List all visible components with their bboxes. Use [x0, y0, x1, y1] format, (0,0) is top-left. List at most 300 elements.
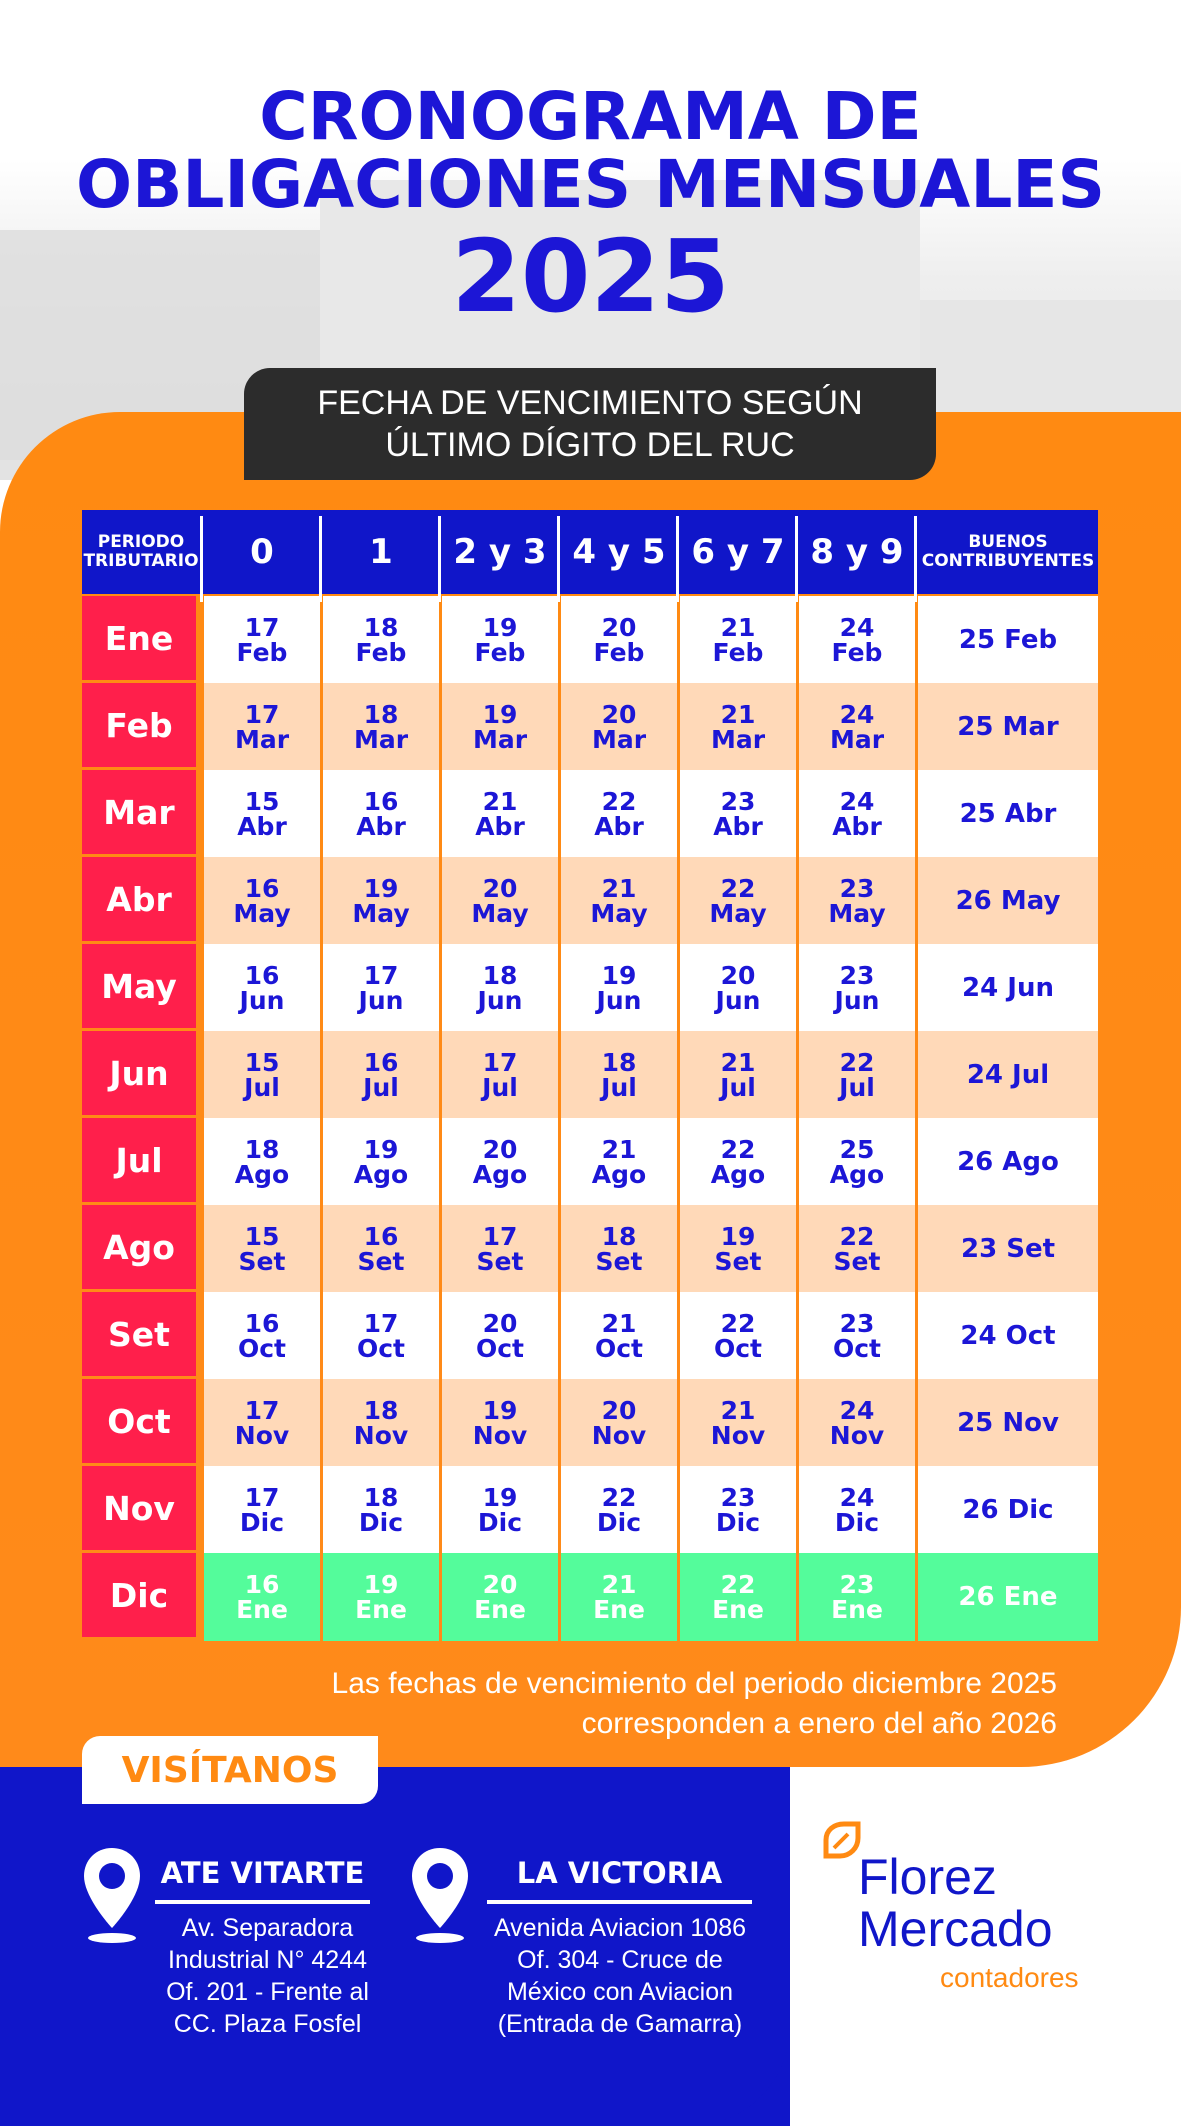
date-cell	[799, 1031, 915, 1119]
date-cell	[323, 857, 439, 945]
date-day: 16	[363, 1048, 399, 1077]
date-day: 19	[482, 1483, 518, 1512]
date-cell	[561, 770, 677, 858]
date-month: Oct	[832, 1334, 882, 1363]
date-month: Abr	[713, 812, 763, 841]
date-cell	[204, 1292, 320, 1380]
date-month: Ago	[591, 1160, 647, 1189]
date-month: Set	[714, 1247, 762, 1276]
header-col-1: 1	[323, 510, 439, 594]
header-divider	[795, 516, 798, 602]
date-cell	[323, 683, 439, 771]
date-day: 16	[363, 787, 399, 816]
date-day: 24	[839, 787, 875, 816]
date-cell	[323, 1031, 439, 1119]
date-month: Abr	[356, 812, 406, 841]
month-label: Abr	[82, 857, 196, 941]
date-cell	[204, 857, 320, 945]
header-col-0: 0	[204, 510, 320, 594]
date-cell	[799, 596, 915, 684]
date-day: 16	[244, 1570, 280, 1599]
date-day: 20	[601, 613, 637, 642]
date-cell	[561, 857, 677, 945]
month-label: Dic	[82, 1553, 196, 1637]
header-col-2y3: 2 y 3	[442, 510, 558, 594]
table-row	[82, 1118, 1098, 1206]
location-2-address-line: Of. 304 - Cruce de	[517, 1946, 723, 1974]
location-1-title: ATE VITARTE	[160, 1856, 365, 1890]
table-row	[82, 1466, 1098, 1554]
month-label: Mar	[82, 770, 196, 854]
date-day: 17	[244, 1396, 280, 1425]
date-cell	[680, 944, 796, 1032]
date-cell	[799, 1379, 915, 1467]
footnote	[257, 1664, 1057, 1744]
date-cell	[561, 1466, 677, 1554]
date-day: 16	[244, 874, 280, 903]
date-day: 19	[482, 613, 518, 642]
title-line-1: CRONOGRAMA DE	[259, 78, 922, 155]
date-day: 22	[839, 1048, 875, 1077]
date-day: 24	[839, 700, 875, 729]
date-day: 22	[720, 874, 756, 903]
date-cell	[799, 683, 915, 771]
date-month: Set	[833, 1247, 881, 1276]
date-day: 18	[244, 1135, 280, 1164]
date-month: Mar	[234, 725, 290, 754]
logo-text-florez: Florez	[858, 1849, 997, 1905]
date-month: Jun	[477, 986, 523, 1015]
date-day: 23	[839, 874, 875, 903]
date-day: 17	[482, 1222, 518, 1251]
date-month: Nov	[591, 1421, 647, 1450]
location-2-address-line: (Entrada de Gamarra)	[497, 2010, 743, 2038]
date-day: 22	[601, 1483, 637, 1512]
date-cell	[680, 1466, 796, 1554]
date-cell	[204, 1379, 320, 1467]
date-day: 19	[363, 1135, 399, 1164]
date-day: 22	[601, 787, 637, 816]
date-month: Abr	[832, 812, 882, 841]
date-day: 18	[601, 1048, 637, 1077]
date-day: 19	[601, 961, 637, 990]
location-pin-icon	[82, 1846, 142, 1946]
date-cell	[799, 944, 915, 1032]
date-day: 19	[482, 700, 518, 729]
date-cell	[561, 596, 677, 684]
date-day: 22	[720, 1309, 756, 1338]
date-day: 20	[482, 1570, 518, 1599]
subtitle-line-2: ÚLTIMO DÍGITO DEL RUC	[385, 426, 795, 464]
footnote-line-1: Las fechas de vencimiento del periodo diciembre 2025	[331, 1667, 1057, 1700]
date-cell	[323, 596, 439, 684]
date-cell	[561, 1379, 677, 1467]
table-row	[82, 1292, 1098, 1380]
date-month: Abr	[594, 812, 644, 841]
date-month: Jun	[596, 986, 642, 1015]
date-day: 21	[720, 613, 756, 642]
month-label: Ago	[82, 1205, 196, 1289]
logo-text-mercado: Mercado	[858, 1901, 1053, 1957]
header-divider	[319, 516, 322, 602]
date-cell	[561, 1292, 677, 1380]
date-month: Feb	[474, 638, 526, 667]
table-row	[82, 1205, 1098, 1293]
buenos-contribuyentes-cell: 23 Set	[918, 1205, 1098, 1293]
date-cell	[323, 1205, 439, 1293]
month-label: Ene	[82, 596, 196, 680]
date-day: 17	[244, 613, 280, 642]
date-cell	[442, 1205, 558, 1293]
date-cell	[561, 1205, 677, 1293]
date-day: 16	[244, 1309, 280, 1338]
date-day: 18	[363, 1396, 399, 1425]
table-row	[82, 596, 1098, 684]
title-year: 2025	[451, 218, 730, 335]
date-day: 19	[363, 874, 399, 903]
date-month: Feb	[355, 638, 407, 667]
date-month: Feb	[831, 638, 883, 667]
date-month: Jul	[601, 1073, 637, 1102]
month-label: Nov	[82, 1466, 196, 1550]
date-month: Set	[476, 1247, 524, 1276]
buenos-contribuyentes-cell: 25 Abr	[918, 770, 1098, 858]
date-month: Set	[595, 1247, 643, 1276]
date-month: Dic	[834, 1508, 880, 1537]
date-month: Feb	[236, 638, 288, 667]
date-month: Nov	[353, 1421, 409, 1450]
date-month: Oct	[237, 1334, 287, 1363]
date-cell	[204, 1553, 320, 1641]
table-row	[82, 770, 1098, 858]
date-month: Nov	[234, 1421, 290, 1450]
location-2-address-line: Avenida Aviacion 1086	[493, 1914, 747, 1942]
date-month: Oct	[356, 1334, 406, 1363]
month-label: Jun	[82, 1031, 196, 1115]
date-month: Dic	[715, 1508, 761, 1537]
subtitle-line-1: FECHA DE VENCIMIENTO SEGÚN	[317, 384, 863, 422]
date-day: 15	[244, 1048, 280, 1077]
date-day: 23	[839, 1570, 875, 1599]
table-row	[82, 1379, 1098, 1467]
date-day: 25	[839, 1135, 875, 1164]
header-buenos-line-1: BUENOS	[968, 532, 1048, 552]
date-month: Set	[357, 1247, 405, 1276]
date-day: 20	[482, 874, 518, 903]
date-month: Mar	[472, 725, 528, 754]
date-month: Jun	[358, 986, 404, 1015]
date-day: 22	[720, 1135, 756, 1164]
date-day: 24	[839, 1396, 875, 1425]
buenos-contribuyentes-cell: 25 Mar	[918, 683, 1098, 771]
date-month: Dic	[358, 1508, 404, 1537]
date-day: 20	[601, 1396, 637, 1425]
date-day: 20	[601, 700, 637, 729]
date-month: Jun	[834, 986, 880, 1015]
date-day: 21	[601, 1309, 637, 1338]
date-day: 17	[244, 700, 280, 729]
date-day: 19	[363, 1570, 399, 1599]
date-cell	[799, 770, 915, 858]
date-month: May	[828, 899, 886, 928]
date-cell	[323, 1466, 439, 1554]
date-cell	[561, 1118, 677, 1206]
date-cell	[442, 1292, 558, 1380]
date-month: Nov	[829, 1421, 885, 1450]
date-day: 23	[720, 787, 756, 816]
date-day: 17	[363, 1309, 399, 1338]
header-col-6y7: 6 y 7	[680, 510, 796, 594]
date-cell	[680, 1031, 796, 1119]
date-month: Mar	[591, 725, 647, 754]
date-month: May	[471, 899, 529, 928]
date-cell	[442, 1031, 558, 1119]
buenos-contribuyentes-cell: 25 Feb	[918, 596, 1098, 684]
date-cell	[561, 683, 677, 771]
date-month: Ago	[472, 1160, 528, 1189]
date-cell	[323, 1553, 439, 1641]
date-month: Nov	[472, 1421, 528, 1450]
location-1-address-line: Av. Separadora	[181, 1914, 354, 1942]
date-day: 20	[482, 1309, 518, 1338]
date-month: Oct	[594, 1334, 644, 1363]
date-day: 20	[482, 1135, 518, 1164]
buenos-contribuyentes-cell: 24 Oct	[918, 1292, 1098, 1380]
date-cell	[442, 683, 558, 771]
date-cell	[204, 944, 320, 1032]
subtitle-box	[244, 368, 936, 480]
date-cell	[204, 683, 320, 771]
date-month: May	[352, 899, 410, 928]
date-month: Dic	[596, 1508, 642, 1537]
date-cell	[204, 1205, 320, 1293]
date-month: Ene	[236, 1595, 288, 1624]
date-month: Jul	[839, 1073, 875, 1102]
date-cell	[442, 944, 558, 1032]
buenos-contribuyentes-cell: 24 Jun	[918, 944, 1098, 1032]
date-day: 18	[482, 961, 518, 990]
date-day: 21	[720, 1396, 756, 1425]
date-cell	[561, 1031, 677, 1119]
date-cell	[204, 1031, 320, 1119]
date-cell	[680, 1379, 796, 1467]
table-row	[82, 683, 1098, 771]
date-day: 20	[720, 961, 756, 990]
location-2-title: LA VICTORIA	[516, 1856, 723, 1890]
date-day: 22	[720, 1570, 756, 1599]
date-day: 21	[601, 1570, 637, 1599]
date-day: 21	[601, 1135, 637, 1164]
header-divider	[557, 516, 560, 602]
date-day: 15	[244, 787, 280, 816]
date-cell	[323, 1292, 439, 1380]
date-cell	[442, 770, 558, 858]
date-month: Jul	[482, 1073, 518, 1102]
date-month: Mar	[829, 725, 885, 754]
date-day: 17	[482, 1048, 518, 1077]
buenos-contribuyentes-cell: 26 Ago	[918, 1118, 1098, 1206]
date-cell	[680, 770, 796, 858]
footnote-line-2: corresponden a enero del año 2026	[581, 1707, 1057, 1740]
date-month: Ene	[474, 1595, 526, 1624]
header-buenos-line-2: CONTRIBUYENTES	[921, 551, 1095, 571]
date-cell	[680, 1292, 796, 1380]
header-col-4y5: 4 y 5	[561, 510, 677, 594]
title-line-2: OBLIGACIONES MENSUALES	[75, 146, 1106, 223]
date-cell	[442, 1553, 558, 1641]
month-label: May	[82, 944, 196, 1028]
date-cell	[561, 1553, 677, 1641]
buenos-contribuyentes-cell: 24 Jul	[918, 1031, 1098, 1119]
date-cell	[799, 1553, 915, 1641]
date-day: 23	[839, 1309, 875, 1338]
date-month: Jul	[363, 1073, 399, 1102]
date-day: 18	[363, 613, 399, 642]
date-day: 22	[839, 1222, 875, 1251]
table-row	[82, 1031, 1098, 1119]
location-1-address-line: Of. 201 - Frente al	[166, 1978, 369, 2006]
date-month: Ene	[593, 1595, 645, 1624]
date-cell	[323, 770, 439, 858]
location-1-address	[145, 1912, 390, 2040]
date-month: Mar	[710, 725, 766, 754]
date-cell	[442, 857, 558, 945]
header-periodo-line-1: PERIODO	[97, 532, 185, 552]
date-day: 21	[720, 700, 756, 729]
date-month: Jul	[244, 1073, 280, 1102]
date-day: 21	[720, 1048, 756, 1077]
date-day: 21	[482, 787, 518, 816]
table-row	[82, 944, 1098, 1032]
header-periodo-line-2: TRIBUTARIO	[83, 551, 199, 571]
date-month: May	[709, 899, 767, 928]
month-label: Set	[82, 1292, 196, 1376]
header-buenos-contribuyentes	[918, 510, 1098, 594]
date-month: Oct	[475, 1334, 525, 1363]
date-month: Ago	[353, 1160, 409, 1189]
date-day: 19	[482, 1396, 518, 1425]
header-divider	[438, 516, 441, 602]
date-month: Ago	[710, 1160, 766, 1189]
date-cell	[204, 596, 320, 684]
date-day: 19	[720, 1222, 756, 1251]
date-month: Jun	[715, 986, 761, 1015]
date-day: 16	[363, 1222, 399, 1251]
date-cell	[680, 1205, 796, 1293]
header-divider	[200, 516, 203, 602]
date-cell	[799, 1466, 915, 1554]
date-cell	[799, 1118, 915, 1206]
date-month: Feb	[593, 638, 645, 667]
location-1-address-line: Industrial N° 4244	[168, 1946, 367, 1974]
location-2-underline	[487, 1900, 752, 1904]
date-cell	[323, 1379, 439, 1467]
buenos-contribuyentes-cell: 26 May	[918, 857, 1098, 945]
date-cell	[680, 1118, 796, 1206]
date-cell	[680, 596, 796, 684]
date-month: Ago	[829, 1160, 885, 1189]
date-month: Oct	[713, 1334, 763, 1363]
date-cell	[799, 857, 915, 945]
date-day: 23	[720, 1483, 756, 1512]
date-cell	[323, 944, 439, 1032]
date-cell	[204, 1466, 320, 1554]
table-row	[82, 1553, 1098, 1641]
date-month: Ene	[831, 1595, 883, 1624]
date-day: 21	[601, 874, 637, 903]
date-cell	[204, 770, 320, 858]
date-month: Jun	[239, 986, 285, 1015]
date-cell	[204, 1118, 320, 1206]
date-month: May	[590, 899, 648, 928]
buenos-contribuyentes-cell: 25 Nov	[918, 1379, 1098, 1467]
table-row	[82, 857, 1098, 945]
date-day: 18	[363, 1483, 399, 1512]
date-cell	[442, 1379, 558, 1467]
date-cell	[442, 1466, 558, 1554]
date-day: 18	[601, 1222, 637, 1251]
date-day: 16	[244, 961, 280, 990]
month-label: Jul	[82, 1118, 196, 1202]
header-periodo	[82, 510, 200, 594]
date-month: Ene	[355, 1595, 407, 1624]
date-month: Jul	[720, 1073, 756, 1102]
date-cell	[442, 1118, 558, 1206]
header-col-8y9: 8 y 9	[799, 510, 915, 594]
date-cell	[680, 683, 796, 771]
date-cell	[680, 857, 796, 945]
location-1-underline	[155, 1900, 370, 1904]
date-cell	[323, 1118, 439, 1206]
date-day: 18	[363, 700, 399, 729]
date-cell	[680, 1553, 796, 1641]
logo-text-contadores: contadores	[940, 1962, 1079, 1993]
date-month: Feb	[712, 638, 764, 667]
leaf-logo-icon	[822, 1820, 862, 1860]
date-day: 24	[839, 1483, 875, 1512]
location-pin-icon	[410, 1846, 470, 1946]
date-month: Dic	[239, 1508, 285, 1537]
date-month: Mar	[353, 725, 409, 754]
location-2-address	[475, 1912, 765, 2040]
month-label: Oct	[82, 1379, 196, 1463]
buenos-contribuyentes-cell: 26 Dic	[918, 1466, 1098, 1554]
date-day: 24	[839, 613, 875, 642]
header-divider	[914, 516, 917, 602]
date-month: Abr	[475, 812, 525, 841]
visitanos-label: VISÍTANOS	[82, 1736, 378, 1804]
date-month: Set	[238, 1247, 286, 1276]
date-month: May	[233, 899, 291, 928]
date-month: Ago	[234, 1160, 290, 1189]
date-cell	[442, 596, 558, 684]
date-cell	[561, 944, 677, 1032]
date-month: Nov	[710, 1421, 766, 1450]
buenos-contribuyentes-cell: 26 Ene	[918, 1553, 1098, 1641]
date-cell	[799, 1205, 915, 1293]
date-month: Dic	[477, 1508, 523, 1537]
month-label: Feb	[82, 683, 196, 767]
date-cell	[799, 1292, 915, 1380]
location-1-address-line: CC. Plaza Fosfel	[173, 2010, 362, 2038]
date-month: Ene	[712, 1595, 764, 1624]
header-divider	[676, 516, 679, 602]
date-day: 23	[839, 961, 875, 990]
date-month: Abr	[237, 812, 287, 841]
date-day: 17	[244, 1483, 280, 1512]
location-2-address-line: México con Aviacion	[506, 1978, 734, 2006]
date-day: 17	[363, 961, 399, 990]
